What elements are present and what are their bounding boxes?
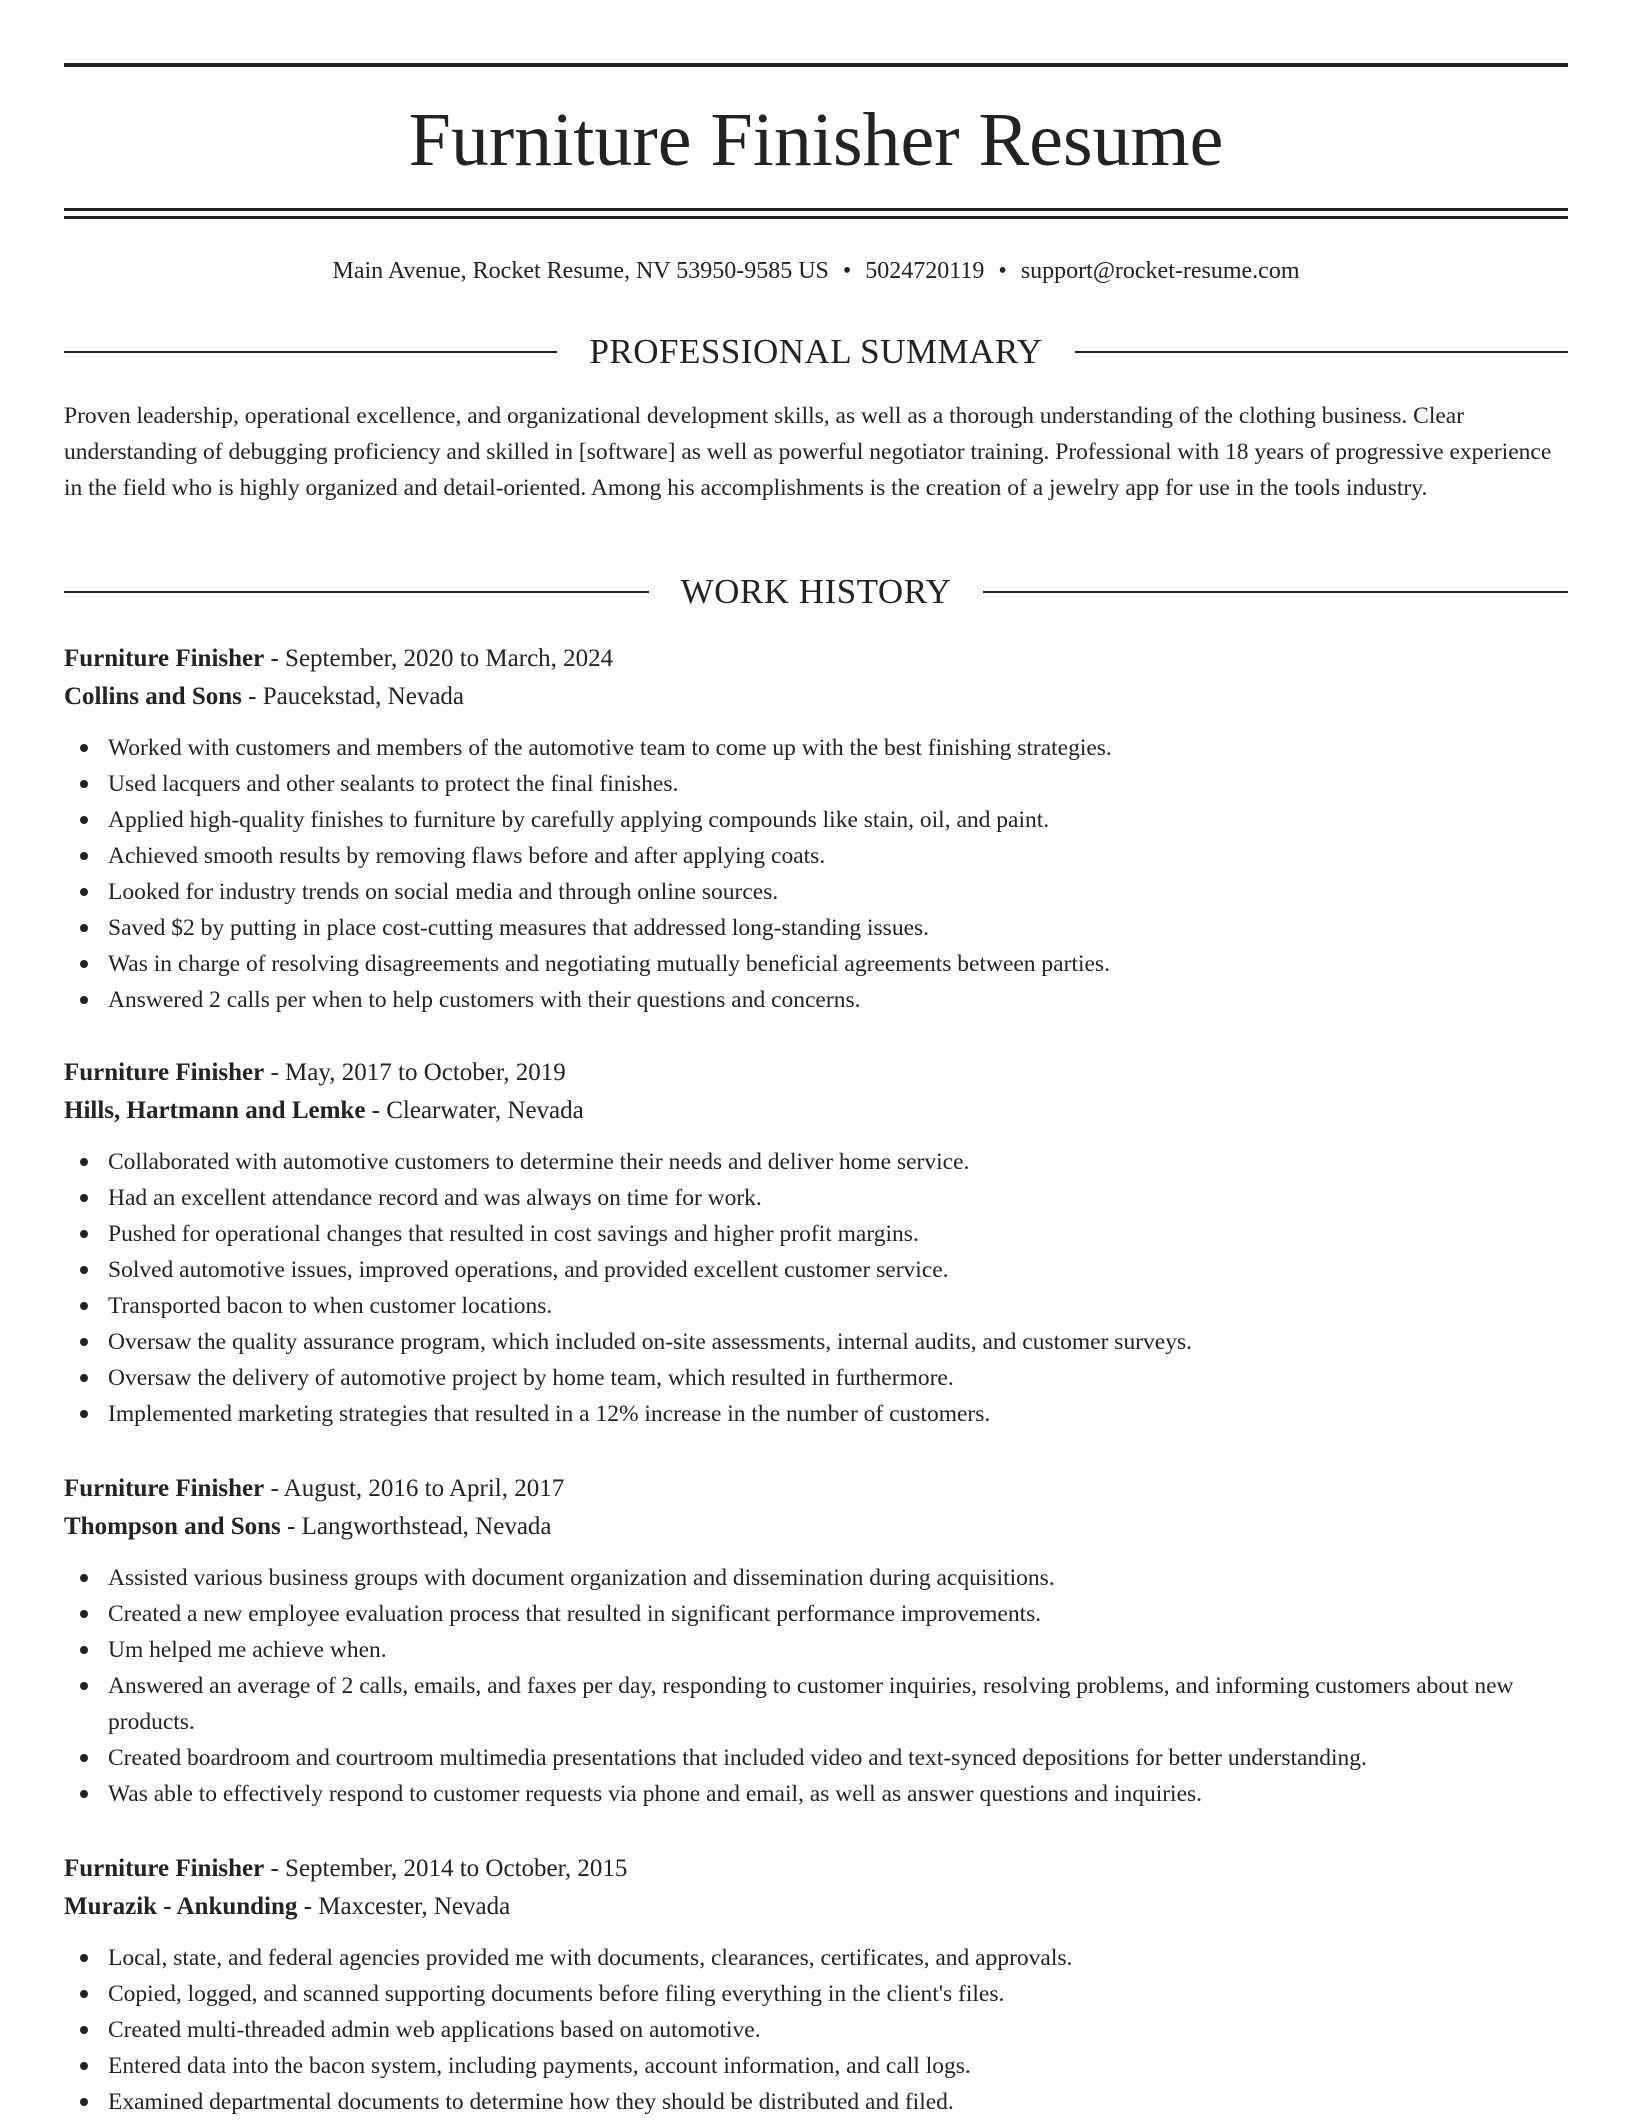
- bullet-text: Saved $2 by putting in place cost-cutting measures that addressed long-standing issues.: [108, 915, 930, 941]
- list-item: [64, 1324, 1568, 1360]
- bullet-text: Used lacquers and other sealants to protect the final finishes.: [108, 771, 679, 797]
- job-entry: [64, 640, 1568, 1018]
- bullet-icon: [80, 744, 88, 752]
- bullet-icon: [80, 816, 88, 824]
- list-item: [64, 1668, 1568, 1740]
- bullet-text: Copied, logged, and scanned supporting documents before filing everything in the client's files.: [108, 1981, 1005, 2007]
- bullet-text: Created multi-threaded admin web applications based on automotive.: [108, 2017, 761, 2043]
- list-item: [64, 946, 1568, 982]
- bullet-text: Um helped me achieve when.: [108, 1637, 387, 1663]
- list-item: [64, 1144, 1568, 1180]
- list-item: [64, 1252, 1568, 1288]
- bullet-text: Created a new employee evaluation process that resulted in significant performance improvements.: [108, 1601, 1042, 1627]
- summary-text: Proven leadership, operational excellence, and organizational development skills, as well as a thorough understanding of the clothing business. Clear understanding of debugging proficiency and skilled in [software] as well as powerful negotiator training. Professional with 18 years of progressive experience in the field who is highly organized and detail-oriented. Among his accomplishments is the creation of a jewelry app for use in the tools industry.: [64, 403, 1552, 501]
- job-title-line: [64, 1054, 1568, 1092]
- list-item: [64, 1216, 1568, 1252]
- job-title: Furniture Finisher: [64, 1059, 265, 1086]
- job-entry: [64, 1470, 1568, 1812]
- bullet-icon: [80, 2098, 88, 2106]
- bullet-text: Oversaw the delivery of automotive project by home team, which resulted in furthermore.: [108, 1365, 954, 1391]
- section-rule-right: [983, 591, 1568, 593]
- job-location: - Clearwater, Nevada: [365, 1097, 584, 1124]
- bullet-icon: [80, 1194, 88, 1202]
- bullet-icon: [80, 1410, 88, 1418]
- bullet-icon: [80, 1574, 88, 1582]
- list-item: [64, 2012, 1568, 2048]
- job-company-line: [64, 1888, 1568, 1926]
- list-item: [64, 1360, 1568, 1396]
- bullet-text: Transported bacon to when customer locations.: [108, 1293, 553, 1319]
- bullet-text: Answered 2 calls per when to help customers with their questions and concerns.: [108, 987, 861, 1013]
- header-top-rule: [64, 63, 1568, 67]
- bullet-text: Achieved smooth results by removing flaws before and after applying coats.: [108, 843, 826, 869]
- bullet-text: Answered an average of 2 calls, emails, and faxes per day, responding to customer inquiries, resolving problems, and informing customers about new products.: [108, 1673, 1514, 1735]
- list-item: [64, 1940, 1568, 1976]
- bullet-text: Examined departmental documents to determine how they should be distributed and filed.: [108, 2089, 954, 2115]
- bullet-text: Pushed for operational changes that resulted in cost savings and higher profit margins.: [108, 1221, 919, 1247]
- list-item: [64, 1596, 1568, 1632]
- contact-line: [64, 254, 1568, 288]
- bullet-text: Applied high-quality finishes to furniture by carefully applying compounds like stain, oil, and paint.: [108, 807, 1050, 833]
- bullet-icon: [80, 2062, 88, 2070]
- bullet-text: Looked for industry trends on social media and through online sources.: [108, 879, 779, 905]
- job-title: Furniture Finisher: [64, 1855, 265, 1882]
- job-company: Collins and Sons: [64, 683, 242, 710]
- contact-separator: •: [842, 258, 852, 284]
- bullet-text: Assisted various business groups with document organization and dissemination during acquisitions.: [108, 1565, 1055, 1591]
- job-bullet-list: [64, 1940, 1568, 2120]
- work-section-heading: [64, 570, 1568, 614]
- bullet-text: Local, state, and federal agencies provided me with documents, clearances, certificates, and approvals.: [108, 1945, 1073, 1971]
- list-item: [64, 1288, 1568, 1324]
- header-bottom-rule-2: [64, 216, 1568, 219]
- bullet-icon: [80, 1610, 88, 1618]
- job-company-line: [64, 678, 1568, 716]
- bullet-icon: [80, 1682, 88, 1690]
- list-item: [64, 802, 1568, 838]
- bullet-icon: [80, 1302, 88, 1310]
- list-item: [64, 730, 1568, 766]
- bullet-icon: [80, 1790, 88, 1798]
- job-title-line: [64, 1850, 1568, 1888]
- list-item: [64, 766, 1568, 802]
- job-company-line: [64, 1092, 1568, 1130]
- bullet-icon: [80, 1990, 88, 1998]
- bullet-icon: [80, 1646, 88, 1654]
- bullet-text: Collaborated with automotive customers to determine their needs and deliver home service.: [108, 1149, 970, 1175]
- list-item: [64, 1560, 1568, 1596]
- list-item: [64, 1776, 1568, 1812]
- job-dates: - August, 2016 to April, 2017: [264, 1475, 565, 1502]
- bullet-icon: [80, 924, 88, 932]
- summary-section-heading: [64, 330, 1568, 374]
- bullet-text: Was able to effectively respond to customer requests via phone and email, as well as answer questions and inquiries.: [108, 1781, 1203, 1807]
- job-title: Furniture Finisher: [64, 1475, 265, 1502]
- contact-phone: 5024720119: [865, 258, 985, 284]
- job-bullet-list: [64, 1144, 1568, 1432]
- header-bottom-rule-1: [64, 208, 1568, 211]
- bullet-text: Solved automotive issues, improved operations, and provided excellent customer service.: [108, 1257, 949, 1283]
- job-company: Thompson and Sons: [64, 1513, 281, 1540]
- list-item: [64, 2048, 1568, 2084]
- bullet-icon: [80, 1374, 88, 1382]
- section-rule-right: [1075, 351, 1568, 353]
- job-dates: - September, 2014 to October, 2015: [264, 1855, 628, 1882]
- list-item: [64, 874, 1568, 910]
- bullet-text: Worked with customers and members of the automotive team to come up with the best finishing strategies.: [108, 735, 1112, 761]
- bullet-icon: [80, 1266, 88, 1274]
- list-item: [64, 910, 1568, 946]
- job-bullet-list: [64, 730, 1568, 1018]
- bullet-text: Created boardroom and courtroom multimedia presentations that included video and text-synced depositions for better understanding.: [108, 1745, 1367, 1771]
- list-item: [64, 2084, 1568, 2120]
- bullet-icon: [80, 888, 88, 896]
- section-rule-left: [64, 351, 557, 353]
- job-location: - Maxcester, Nevada: [297, 1893, 511, 1920]
- bullet-icon: [80, 1338, 88, 1346]
- bullet-text: Had an excellent attendance record and was always on time for work.: [108, 1185, 762, 1211]
- bullet-icon: [80, 852, 88, 860]
- contact-separator: •: [998, 258, 1007, 284]
- bullet-icon: [80, 1954, 88, 1962]
- job-title-line: [64, 640, 1568, 678]
- bullet-icon: [80, 1158, 88, 1166]
- job-location: - Paucekstad, Nevada: [241, 683, 465, 710]
- job-location: - Langworthstead, Nevada: [280, 1513, 552, 1540]
- job-dates: - September, 2020 to March, 2024: [264, 645, 614, 672]
- job-company: Murazik - Ankunding: [64, 1893, 298, 1920]
- job-company: Hills, Hartmann and Lemke: [64, 1097, 366, 1124]
- section-rule-left: [64, 591, 649, 593]
- list-item: [64, 1632, 1568, 1668]
- bullet-text: Implemented marketing strategies that resulted in a 12% increase in the number of customers.: [108, 1401, 991, 1427]
- job-bullet-list: [64, 1560, 1568, 1812]
- bullet-icon: [80, 780, 88, 788]
- bullet-icon: [80, 1230, 88, 1238]
- resume-title: Furniture Finisher Resume: [408, 98, 1224, 182]
- bullet-text: Entered data into the bacon system, including payments, account information, and call logs.: [108, 2053, 971, 2079]
- list-item: [64, 838, 1568, 874]
- bullet-icon: [80, 2026, 88, 2034]
- contact-email: support@rocket-resume.com: [1020, 258, 1300, 284]
- list-item: [64, 982, 1568, 1018]
- contact-address: Main Avenue, Rocket Resume, NV 53950-9585 US: [332, 258, 829, 284]
- summary-heading-label: PROFESSIONAL SUMMARY: [589, 332, 1043, 371]
- bullet-icon: [80, 996, 88, 1004]
- bullet-icon: [80, 960, 88, 968]
- job-entry: [64, 1054, 1568, 1432]
- job-dates: - May, 2017 to October, 2019: [264, 1059, 566, 1086]
- list-item: [64, 1976, 1568, 2012]
- list-item: [64, 1740, 1568, 1776]
- list-item: [64, 1396, 1568, 1432]
- list-item: [64, 1180, 1568, 1216]
- job-title-line: [64, 1470, 1568, 1508]
- job-company-line: [64, 1508, 1568, 1546]
- work-heading-label: WORK HISTORY: [680, 572, 952, 611]
- job-entry: [64, 1850, 1568, 2120]
- bullet-text: Was in charge of resolving disagreements and negotiating mutually beneficial agreements between parties.: [108, 951, 1110, 977]
- job-title: Furniture Finisher: [64, 645, 265, 672]
- bullet-icon: [80, 1754, 88, 1762]
- bullet-text: Oversaw the quality assurance program, which included on-site assessments, internal audits, and customer surveys.: [108, 1329, 1192, 1355]
